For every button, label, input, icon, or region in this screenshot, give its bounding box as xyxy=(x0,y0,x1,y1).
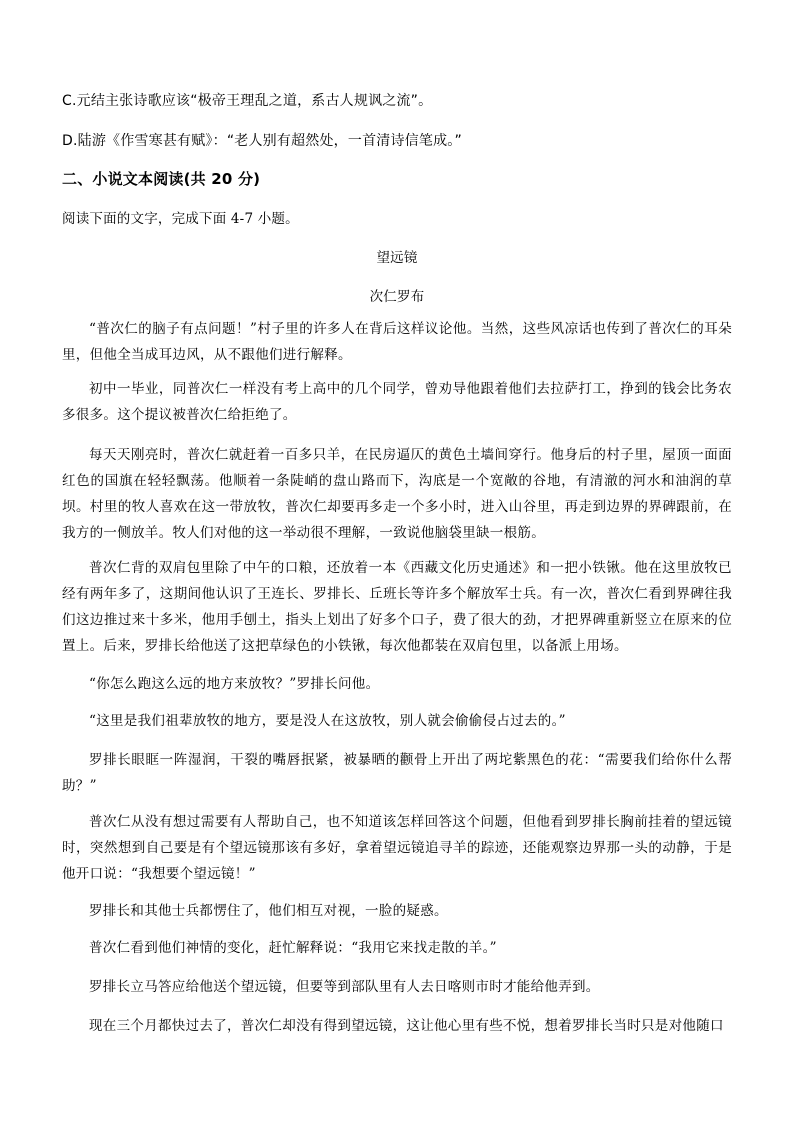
story-paragraph: 罗排长和其他士兵都愣住了，他们相互对视，一脸的疑惑。 xyxy=(89,903,448,919)
option-c: C.元结主张诗歌应该“极帝王理乱之道，系古人规讽之流”。 xyxy=(62,93,433,109)
story-paragraph: 普次仁看到他们神情的变化，赶忙解释说：“我用它来找走散的羊。” xyxy=(89,940,497,956)
story-paragraph: 普次仁背的双肩包里除了中午的口粮，还放着一本《西藏文化历史通述》和一把小铁锹。他在这里放牧已经有两年多了，这期间他认识了王连长、罗排长、丘班长等许多个解放军士兵。有一次，普次仁看到界碑往我们这边推过来十多米，他用手刨土，指头上划出了好多个口子，费了很大的劲，才把界碑重新竖立在原来的位置上。后来，罗排长给他送了这把草绿色的小铁锹，每次他都装在双肩包里，以备派上用场。 xyxy=(62,560,732,654)
story-paragraph: 普次仁从没有想过需要有人帮助自己，也不知道该怎样回答这个问题，但他看到罗排长胸前挂着的望远镜时，突然想到自己要是有个望远镜那该有多好，拿着望远镜追寻羊的踪迹，还能观察边界那一头的动静，于是他开口说：“我想要个望远镜！” xyxy=(62,814,732,882)
story-paragraph: “你怎么跑这么远的地方来放牧？”罗排长问他。 xyxy=(89,676,380,692)
story-paragraph: “这里是我们祖辈放牧的地方，要是没人在这放牧，别人就会偷偷侵占过去的。” xyxy=(89,713,566,729)
story-paragraph: 现在三个月都快过去了，普次仁却没有得到望远镜，这让他心里有些不悦，想着罗排长当时只是对他随口 xyxy=(89,1018,724,1034)
story-paragraph: “普次仁的脑子有点问题！”村子里的许多人在背后这样议论他。当然，这些风凉话也传到了普次仁的耳朵里，但他全当成耳边风，从不跟他们进行解释。 xyxy=(62,321,732,363)
story-title: 望远镜 xyxy=(376,250,418,266)
story-paragraph: 罗排长立马答应给他送个望远镜，但要等到部队里有人去日喀则市时才能给他弄到。 xyxy=(89,979,600,995)
story-paragraph: 罗排长眼眶一阵湿润，干裂的嘴唇抿紧，被暴晒的颧骨上开出了两坨紫黑色的花：“需要我们给你什么帮助？” xyxy=(62,752,732,794)
section-heading: 二、小说文本阅读(共 20 分) xyxy=(62,170,261,188)
story-author: 次仁罗布 xyxy=(369,289,425,305)
story-paragraph: 初中一毕业，同普次仁一样没有考上高中的几个同学，曾劝导他跟着他们去拉萨打工，挣到的钱会比务农多很多。这个提议被普次仁给拒绝了。 xyxy=(62,381,732,423)
option-d: D.陆游《作雪寒甚有赋》：“老人别有超然处，一首清诗信笔成。” xyxy=(62,133,462,149)
story-paragraph: 每天天刚亮时，普次仁就赶着一百多只羊，在民房逼仄的黄色土墙间穿行。他身后的村子里，屋顶一面面红色的国旗在轻轻飘荡。他顺着一条陡峭的盘山路而下，沟底是一个宽敞的谷地，有清澈的河水和油润的草坝。村里的牧人喜欢在这一带放牧，普次仁却要再多走一个多小时，进入山谷里，再走到边界的界碑跟前，在我方的一侧放羊。牧人们对他的这一举动很不理解，一致说他脑袋里缺一根筋。 xyxy=(62,447,732,541)
section-instruction: 阅读下面的文字，完成下面 4-7 小题。 xyxy=(62,211,299,227)
